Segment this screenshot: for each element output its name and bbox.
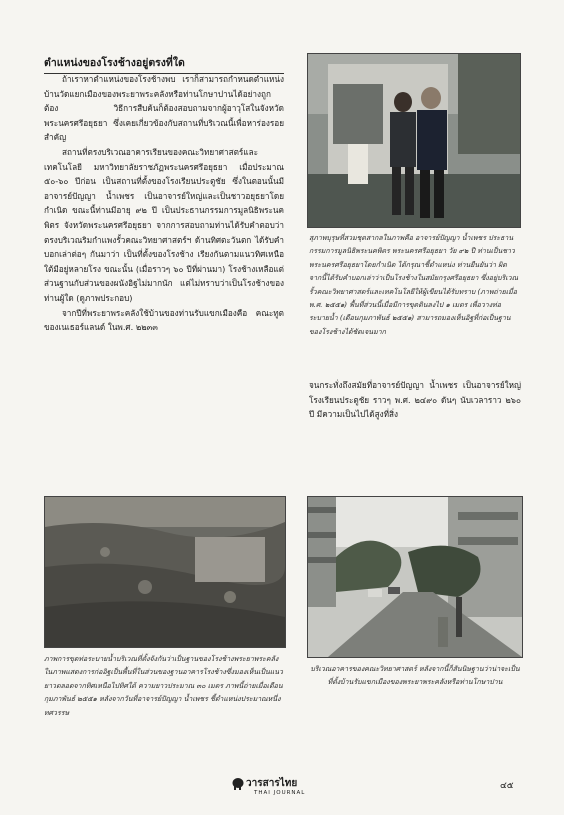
elephant-icon [232, 776, 244, 790]
building-caption: บริเวณอาคารของคณะวิทยาศาสตร์ หลังจากนี้ก็สันนิษฐานว่าน่าจะเป็นที่ตั้งบ้านรับแขกเมืองของพระยาพระคลังหรือท่านโกษาปาน [310, 665, 520, 687]
paragraph-1: ถ้าเราหาตำแหน่งของโรงช้างพบ เราก็สามารถกำหนดตำแหน่งบ้านวัดแยกเมืองของพระยาพระคลังหรือท่านโกษาปานได้อย่างถูกต้อง วิธีการสืบค้นก็ต้องสอบถามจากผู้อาวุโสในจังหวัดพระนครศรีอยุธยา ซึ่งเคยเกี่ยวข้องกับสถานที่บริเวณนี้เพื่อหาร่องรอยสำคัญ [44, 74, 284, 143]
top-photo-caption: สุภาพบุรุษที่สวมชุดสากลในภาพคือ อาจารย์ปัญญา น้ำเพชร ประธานกรรมการมูลนิธิพระนคพิตร พระนครศรีอยุธยา วัย ๙๒ ปี ท่านเป็นชาวพระนครศรีอยุธยาโดยกำเนิด ได้กรุณาชี้ตำแหน่ง ท่านยืนยันว่า ผิดจากนี้ได้รับคำบอกเล่าว่าเป็นโรงช้างในสมัยกรุงศรีอยุธยา ซึ่งอยู่บริเวณรั้วคณะวิทยาศาสตร์และเทคโนโลยีให้ผู้เขียนได้รับทราบ (ภาพถ่ายเมื่อ พ.ศ. ๒๕๕๑) พื้นที่ส่วนนี้เมื่อมีการขุดดินลงไป ๑ เมตร เพื่อวางท่อระบายน้ำ (เดือนกุมภาพันธ์ ๒๕๕๑) สามารถมองเห็นอิฐที่ก่อเป็นฐานของโรงช้างได้ชัดเจนมาก [309, 234, 519, 336]
thai-journal-logo [232, 776, 342, 802]
logo-subtitle: THAI JOURNAL [254, 790, 306, 796]
photo-science-building [307, 496, 523, 658]
page-number: ๔๕ [500, 781, 514, 791]
section-heading: ตำแหน่งของโรงช้างอยู่ตรงที่ใด [44, 54, 284, 74]
photo-excavation [44, 496, 286, 648]
excavation-caption: ภาพการขุดท่อระบายน้ำบริเวณที่ตั้งจังกันว่าเป็นฐานของโรงช้างพระยาพระคลัง ในภาพแสดงการก่ออิฐเป็นพื้นที่ในส่วนของฐานอาคารโรงช้างซึ่งมองเห็นเป็นแนวยาวตลอดจากทิศเหนือไปทิศใต้ ความยาวประมาณ ๓๐ เมตร ภาพนี้ถ่ายเมื่อเดือนกุมภาพันธ์ ๒๕๕๑ หลังจากวันที่อาจารย์ปัญญา น้ำเพชร ชี้ตำแหน่งประมาณหนึ่งทศวรรษ [44, 655, 283, 717]
logo-title: วารสารไทย [246, 778, 298, 789]
paragraph-2: สถานที่ตรงบริเวณอาคารเรียนของคณะวิทยาศาสตร์และเทคโนโลยี มหาวิทยาลัยราชภัฏพระนครศรีอยุธยา เมื่อประมาณ ๕๐-๖๐ ปีก่อน เป็นสถานที่ตั้งของโรงเรียนประตูชัย ซึ่งในตอนนั้นมีอาจารย์ปัญญา น้ำเพชร เป็นอาจารย์ใหญ่และเป็นชาวอยุธยาโดยกำเนิด ขณะนี้ท่านมีอายุ ๙๒ ปี เป็นประธานกรรมการมูลนิธิพระนคพิตร จังหวัดพระนครศรีอยุธยา จากการสอบถามท่านได้รับคำตอบว่า ตรงบริเวณริมกำแพงรั้วคณะวิทยาศาสตร์ฯ ด้านทิศตะวันตก ได้รับคำบอกเล่าต่อๆ กันมาว่า เป็นที่ตั้งของโรงช้าง เรียงกันตามแนวทิศเหนือใต้มีอยู่หลายโรง ขณะนั้น (เมื่อราวๆ ๖๐ ปีที่ผ่านมา) โรงช้างเหลือแต่ส่วนฐานกับส่วนของผนังอิฐไม่มากนัก แต่ไม่ทราบว่าเป็นโรงช้างของท่านผู้ใด (ดูภาพประกอบ) [44, 146, 284, 303]
photo-men-at-site [307, 53, 521, 228]
left-column-text [44, 72, 284, 478]
right-column-continuation: จนกระทั่งถึงสมัยที่อาจารย์ปัญญา น้ำเพชร เป็นอาจารย์ใหญ่โรงเรียนประตูชัย ราวๆ พ.ศ. ๒๔๙๐ ดันๆ นับเวลาราว ๒๖๐ ปี มีความเป็นไปได้สูงที่สิ่ง [309, 380, 521, 420]
paragraph-3: จากปีที่พระยาพระคลังใช้บ้านของท่านรับแขกเมืองคือ คณะทูตของเนเธอร์แลนด์ ในพ.ศ. ๒๒๓๓ [44, 307, 284, 333]
